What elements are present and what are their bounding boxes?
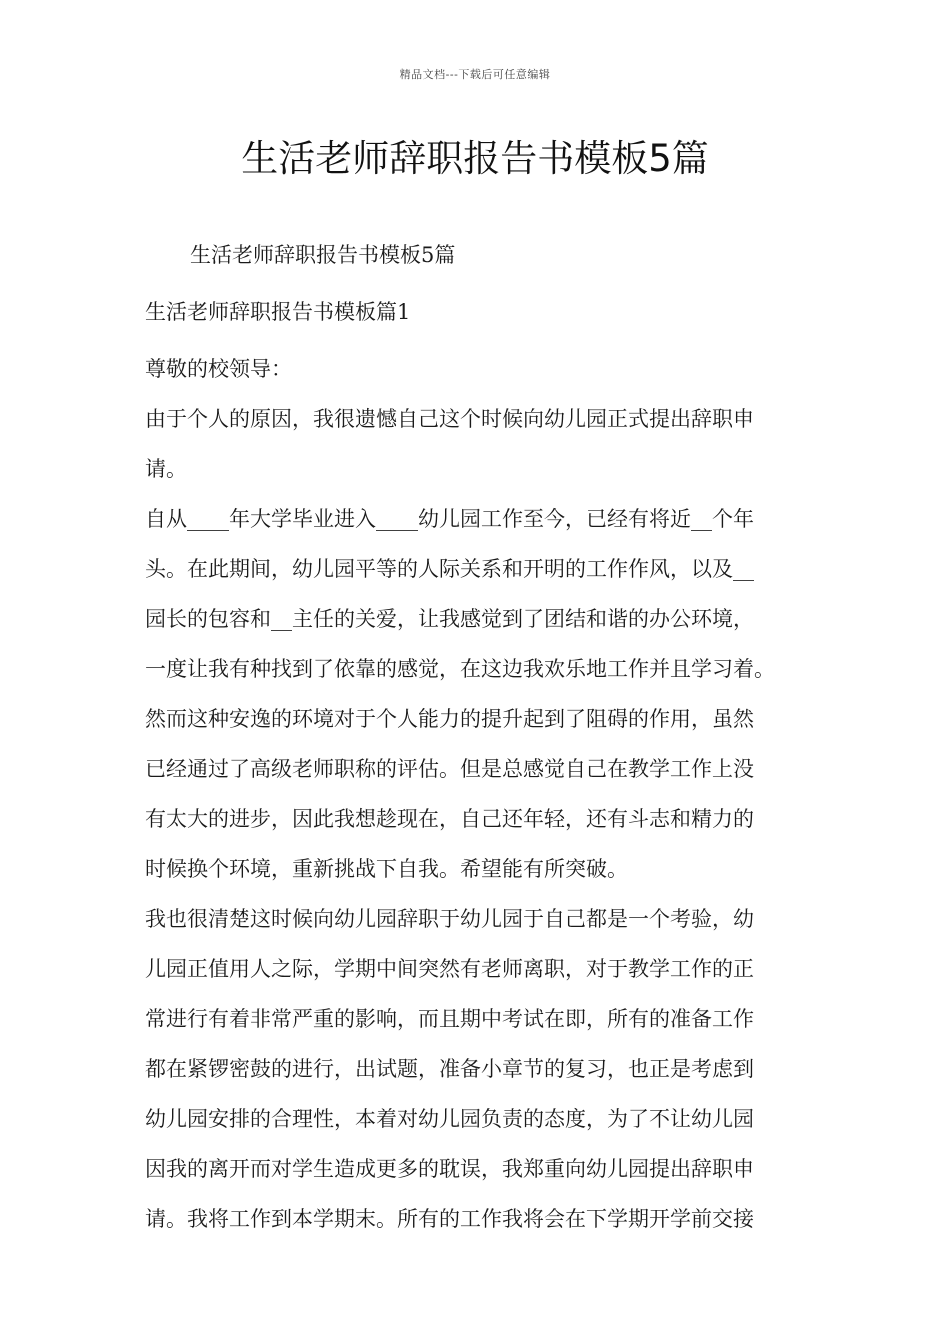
paragraph-line: 然而这种安逸的环境对于个人能力的提升起到了阻碍的作用，虽然 [145, 707, 754, 731]
paragraph-line: 都在紧锣密鼓的进行，出试题，准备小章节的复习，也正是考虑到 [145, 1057, 754, 1081]
paragraph-1 [145, 394, 825, 494]
paragraph-line: 儿园正值用人之际，学期中间突然有老师离职，对于教学工作的正 [145, 957, 754, 981]
paragraph-3 [145, 894, 825, 1244]
paragraph-line: 头。在此期间，幼儿园平等的人际关系和开明的工作作风，以及__ [145, 557, 754, 581]
paragraph-line: 常进行有着非常严重的影响，而且期中考试在即，所有的准备工作 [145, 1007, 754, 1031]
paragraph-line: 时候换个环境，重新挑战下自我。希望能有所突破。 [145, 857, 628, 881]
paragraph-line: 自从____年大学毕业进入____幼儿园工作至今，已经有将近__个年 [145, 507, 754, 531]
salutation: 尊敬的校领导： [145, 357, 292, 381]
paragraph-line: 请。 [145, 457, 187, 481]
paragraph-line: 一度让我有种找到了依靠的感觉，在这边我欢乐地工作并且学习着。 [145, 657, 775, 681]
paragraph-line: 因我的离开而对学生造成更多的耽误，我郑重向幼儿园提出辞职申 [145, 1157, 754, 1181]
document-title: 生活老师辞职报告书模板5篇 [241, 137, 709, 180]
section-heading: 生活老师辞职报告书模板篇1 [145, 300, 411, 324]
subtitle-line: 生活老师辞职报告书模板5篇 [190, 243, 456, 267]
paragraph-line: 由于个人的原因，我很遗憾自己这个时候向幼儿园正式提出辞职申 [145, 407, 754, 431]
paragraph-line: 有太大的进步，因此我想趁现在，自己还年轻，还有斗志和精力的 [145, 807, 754, 831]
paragraph-line: 我也很清楚这时候向幼儿园辞职于幼儿园于自己都是一个考验，幼 [145, 907, 754, 931]
paragraph-line: 园长的包容和__主任的关爱，让我感觉到了团结和谐的办公环境， [145, 607, 754, 631]
paragraph-line: 已经通过了高级老师职称的评估。但是总感觉自己在教学工作上没 [145, 757, 754, 781]
paragraph-line: 请。我将工作到本学期末。所有的工作我将会在下学期开学前交接 [145, 1207, 754, 1231]
header-note: 精品文档---下载后可任意编辑 [399, 68, 551, 81]
paragraph-line: 幼儿园安排的合理性，本着对幼儿园负责的态度，为了不让幼儿园 [145, 1107, 754, 1131]
paragraph-2 [145, 494, 825, 894]
document-body [145, 230, 825, 1244]
